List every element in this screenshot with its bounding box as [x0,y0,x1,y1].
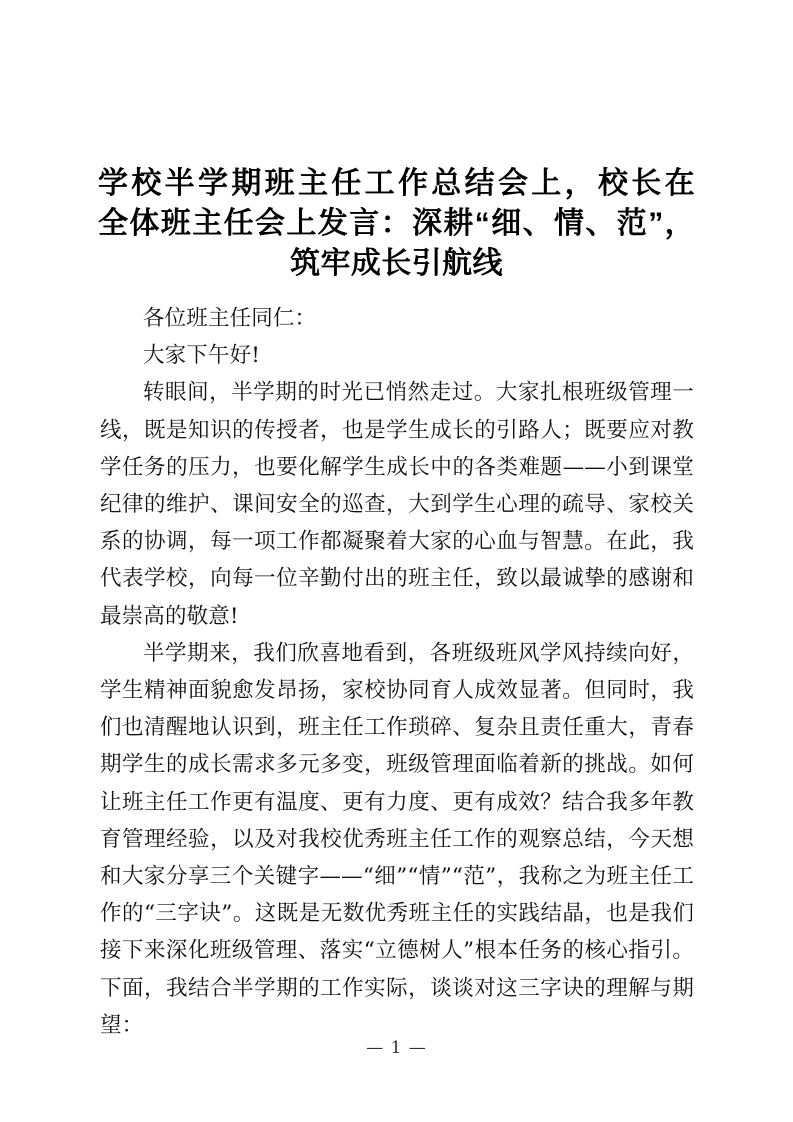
page-title-line-2: 全体班主任会上发言：深耕“细、情、范”， [98,207,695,241]
paragraph-body-2: 半学期来，我们欣喜地看到，各班级班风学风持续向好，学生精神面貌愈发昂扬，家校协同育人成效显著。但同时，我们也清醒地认识到，班主任工作琐碎、复杂且责任重大，青春期学生的成长需求多元多变，班级管理面临着新的挑战。如何让班主任工作更有温度、更有力度、更有成效？结合我多年教育管理经验，以及对我校优秀班主任工作的观察总结，今天想和大家分享三个关键字——“细”“情”“范”，我称之为班主任工作的“三字诀”。这既是无数优秀班主任的实践结晶，也是我们接下来深化班级管理、落实“立德树人”根本任务的核心指引。下面，我结合半学期的工作实际，谈谈对这三字诀的理解与期望： [100,640,694,1038]
document-body [100,300,694,1044]
paragraph-body-1: 转眼间，半学期的时光已悄然走过。大家扎根班级管理一线，既是知识的传授者，也是学生成长的引路人；既要应对教学任务的压力，也要化解学生成长中的各类难题——小到课堂纪律的维护、课间安全的巡查，大到学生心理的疏导、家校关系的协调，每一项工作都凝聚着大家的心血与智慧。在此，我代表学校，向每一位辛勤付出的班主任，致以最诚挚的感谢和最崇高的敬意! [100,380,694,629]
page-title-line-1: 学校半学期班主任工作总结会上，校长在 [98,167,695,201]
paragraph-greeting: 大家下午好! [143,343,261,369]
page-number-footer: — 1 — [366,1038,427,1058]
page-title-line-3: 筑牢成长引航线 [290,247,503,281]
page-title [98,164,695,284]
paragraph-salutation: 各位班主任同仁： [143,306,317,331]
